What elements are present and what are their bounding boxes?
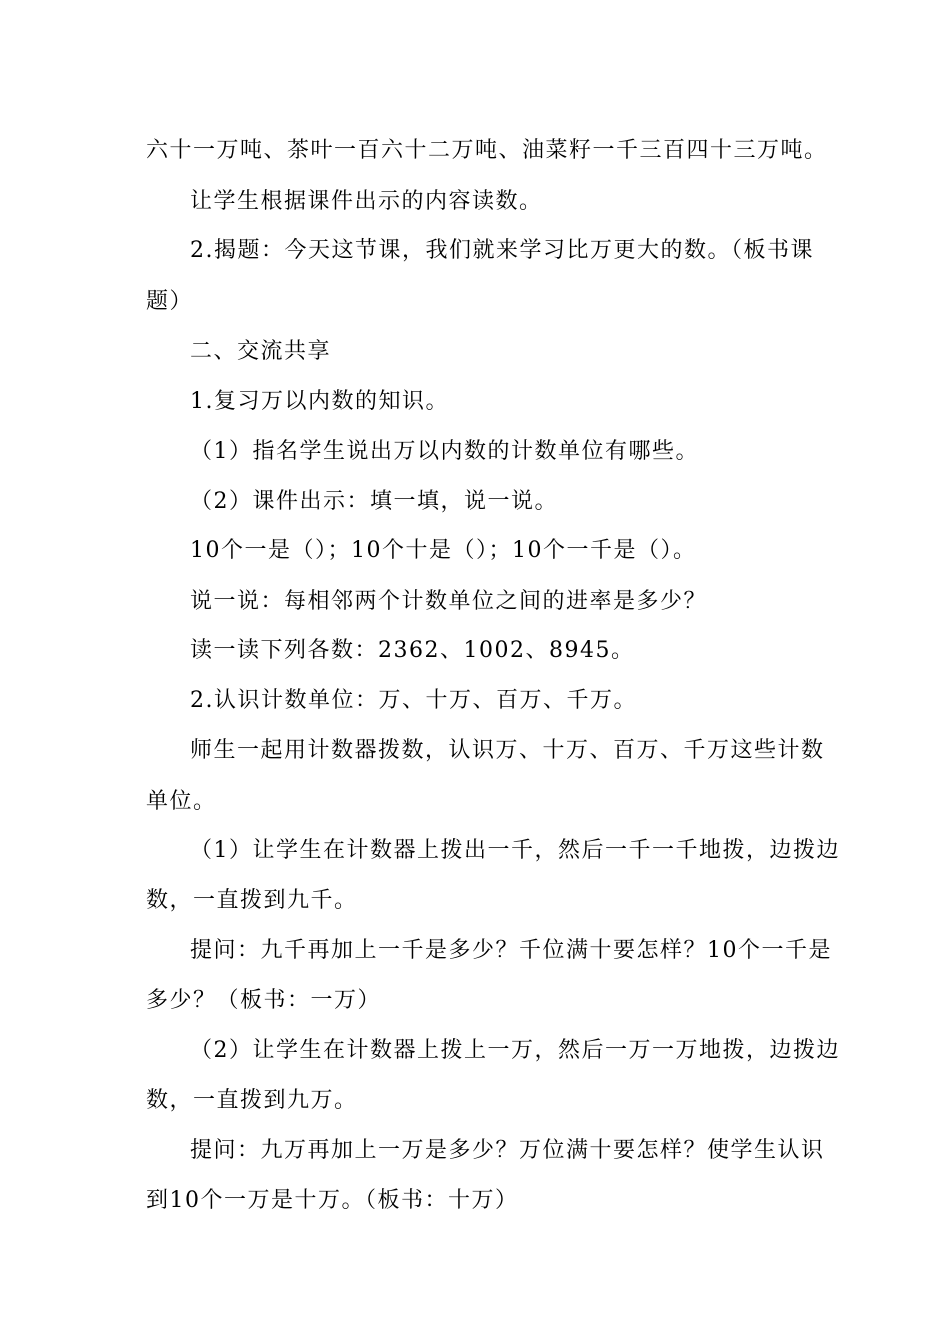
text-line: 多少？（板书：一万） [146,988,382,1013]
text-line: 说一说：每相邻两个计数单位之间的进率是多少？ [190,589,708,614]
text-line: 让学生根据课件出示的内容读数。 [190,189,543,214]
text-line: 数，一直拨到九万。 [146,1088,358,1113]
section-heading: 二、交流共享 [190,339,332,364]
text-line: （2）让学生在计数器上拨上一万，然后一万一万地拨，边拨边 [190,1038,840,1063]
text-line: （2）课件出示：填一填，说一说。 [190,489,558,514]
text-line: 提问：九千再加上一千是多少？千位满十要怎样？10个一千是 [190,938,832,963]
text-line: 读一读下列各数：2362、1002、8945。 [190,638,635,663]
text-line: 10个一是（）；10个十是（）；10个一千是（）。 [190,538,697,563]
text-line: 到10个一万是十万。（板书：十万） [146,1188,519,1213]
text-line: 六十一万吨、茶叶一百六十二万吨、油菜籽一千三百四十三万吨。 [146,138,828,163]
text-line: （1）让学生在计数器上拨出一千，然后一千一千地拨，边拨边 [190,838,840,863]
text-line: 师生一起用计数器拨数，认识万、十万、百万、千万这些计数 [190,738,825,763]
text-line: 单位。 [146,789,217,814]
text-line: 题） [146,289,194,314]
text-line: 2.揭题：今天这节课，我们就来学习比万更大的数。（板书课 [190,238,814,263]
text-line: 2.认识计数单位：万、十万、百万、千万。 [190,688,637,713]
text-line: 数，一直拨到九千。 [146,888,358,913]
text-line: （1）指名学生说出万以内数的计数单位有哪些。 [190,439,699,464]
text-line: 1.复习万以内数的知识。 [190,389,449,414]
text-line: 提问：九万再加上一万是多少？万位满十要怎样？使学生认识 [190,1138,825,1163]
